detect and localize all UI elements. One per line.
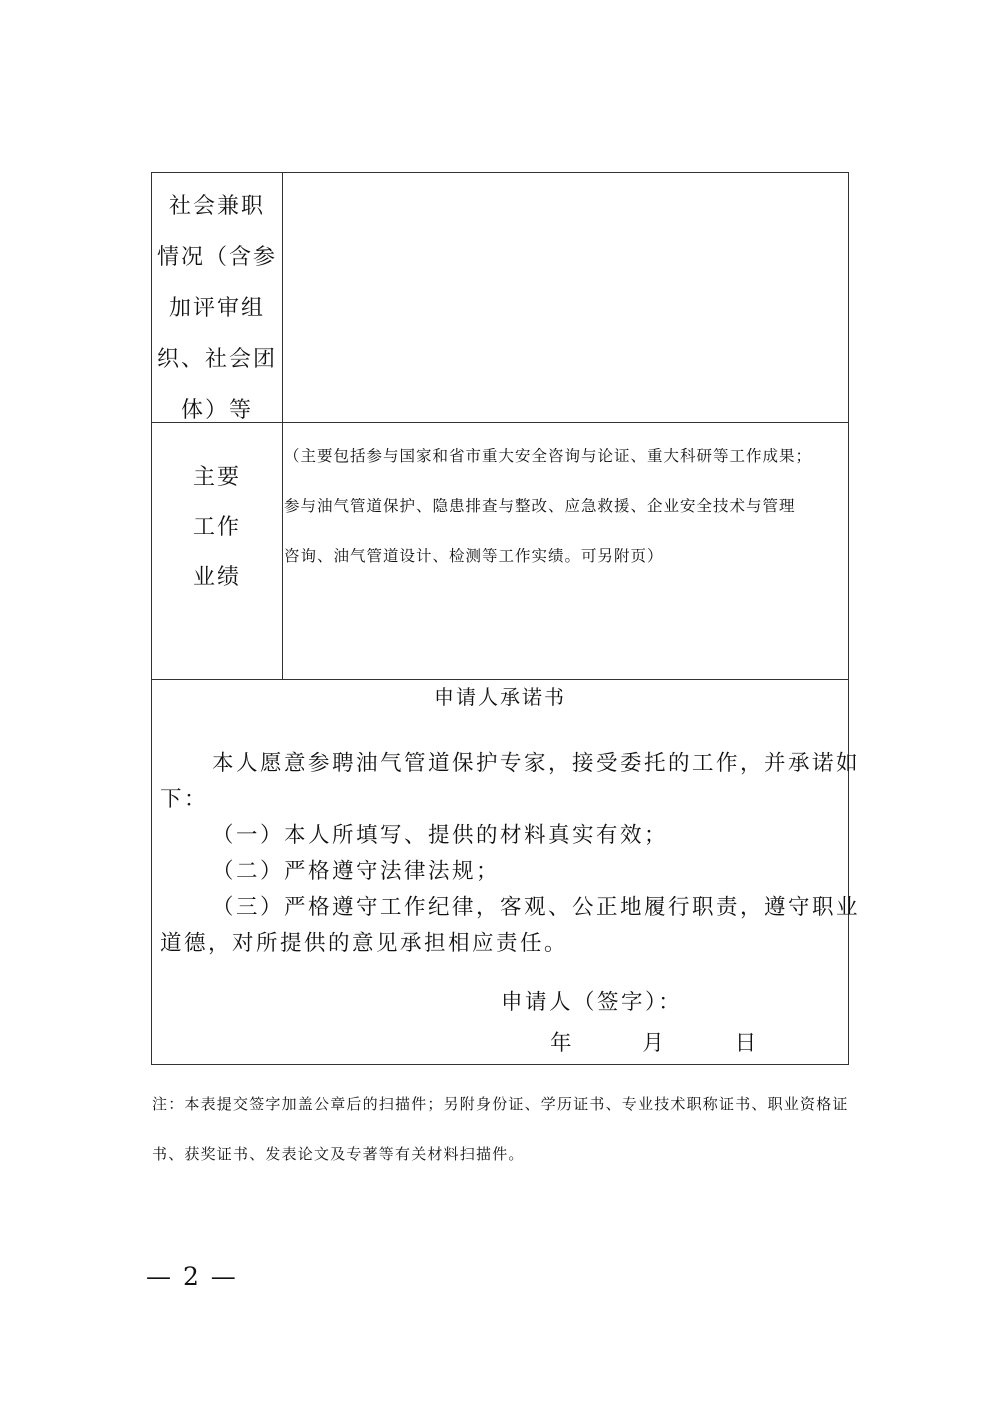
- date-month-label: 月: [642, 1031, 666, 1056]
- date-day-label: 日: [734, 1031, 759, 1056]
- social-label-line: 加评审组: [168, 296, 265, 321]
- social-positions-label: [152, 181, 282, 436]
- pledge-body: [160, 746, 861, 962]
- pledge-line: （三）严格遵守工作纪律，客观、公正地履行职责，遵守职业: [212, 895, 861, 920]
- achievements-field[interactable]: [284, 431, 842, 581]
- row-divider-2: [152, 679, 848, 680]
- achievements-label-line: 主要: [192, 465, 241, 490]
- achievements-label-line: 业绩: [192, 565, 241, 590]
- social-label-line: 织、社会团: [156, 347, 277, 372]
- achievements-hint-line: （主要包括参与国家和省市重大安全咨询与论证、重大科研等工作成果；: [284, 447, 813, 465]
- pledge-line: 道德，对所提供的意见承担相应责任。: [160, 931, 569, 956]
- pledge-line: （一）本人所填写、提供的材料真实有效；: [212, 823, 669, 848]
- achievements-label: [152, 453, 282, 603]
- footnote-line: 注：本表提交签字加盖公章后的扫描件；另附身份证、学历证书、专业技术职称证书、职业资格证: [152, 1095, 849, 1113]
- social-label-line: 社会兼职: [168, 194, 265, 219]
- achievements-label-line: 工作: [192, 515, 241, 540]
- date-year-label: 年: [550, 1031, 574, 1056]
- column-divider: [282, 173, 283, 679]
- achievements-hint-line: 参与油气管道保护、隐患排查与整改、应急救援、企业安全技术与管理: [284, 497, 796, 515]
- pledge-line: 下：: [160, 787, 209, 812]
- footnote-line: 书、获奖证书、发表论文及专著等有关材料扫描件。: [152, 1145, 525, 1163]
- achievements-hint-line: 咨询、油气管道设计、检测等工作实绩。可另附页）: [284, 547, 664, 565]
- pledge-title: 申请人承诺书: [434, 685, 566, 709]
- application-form-table: [151, 172, 861, 1065]
- date-field[interactable]: [550, 1026, 790, 1057]
- footnote: [152, 1079, 872, 1179]
- social-label-line: 情况（含参: [156, 245, 277, 270]
- social-positions-field[interactable]: [284, 175, 846, 420]
- pledge-line: 本人愿意参聘油气管道保护专家，接受委托的工作，并承诺如: [212, 751, 861, 776]
- pledge-line: （二）严格遵守法律法规；: [212, 859, 501, 884]
- signature-field[interactable]: 申请人（签字）：: [501, 990, 683, 1015]
- page-number: — 2 —: [146, 1262, 238, 1291]
- social-label-line: 体）等: [180, 398, 253, 423]
